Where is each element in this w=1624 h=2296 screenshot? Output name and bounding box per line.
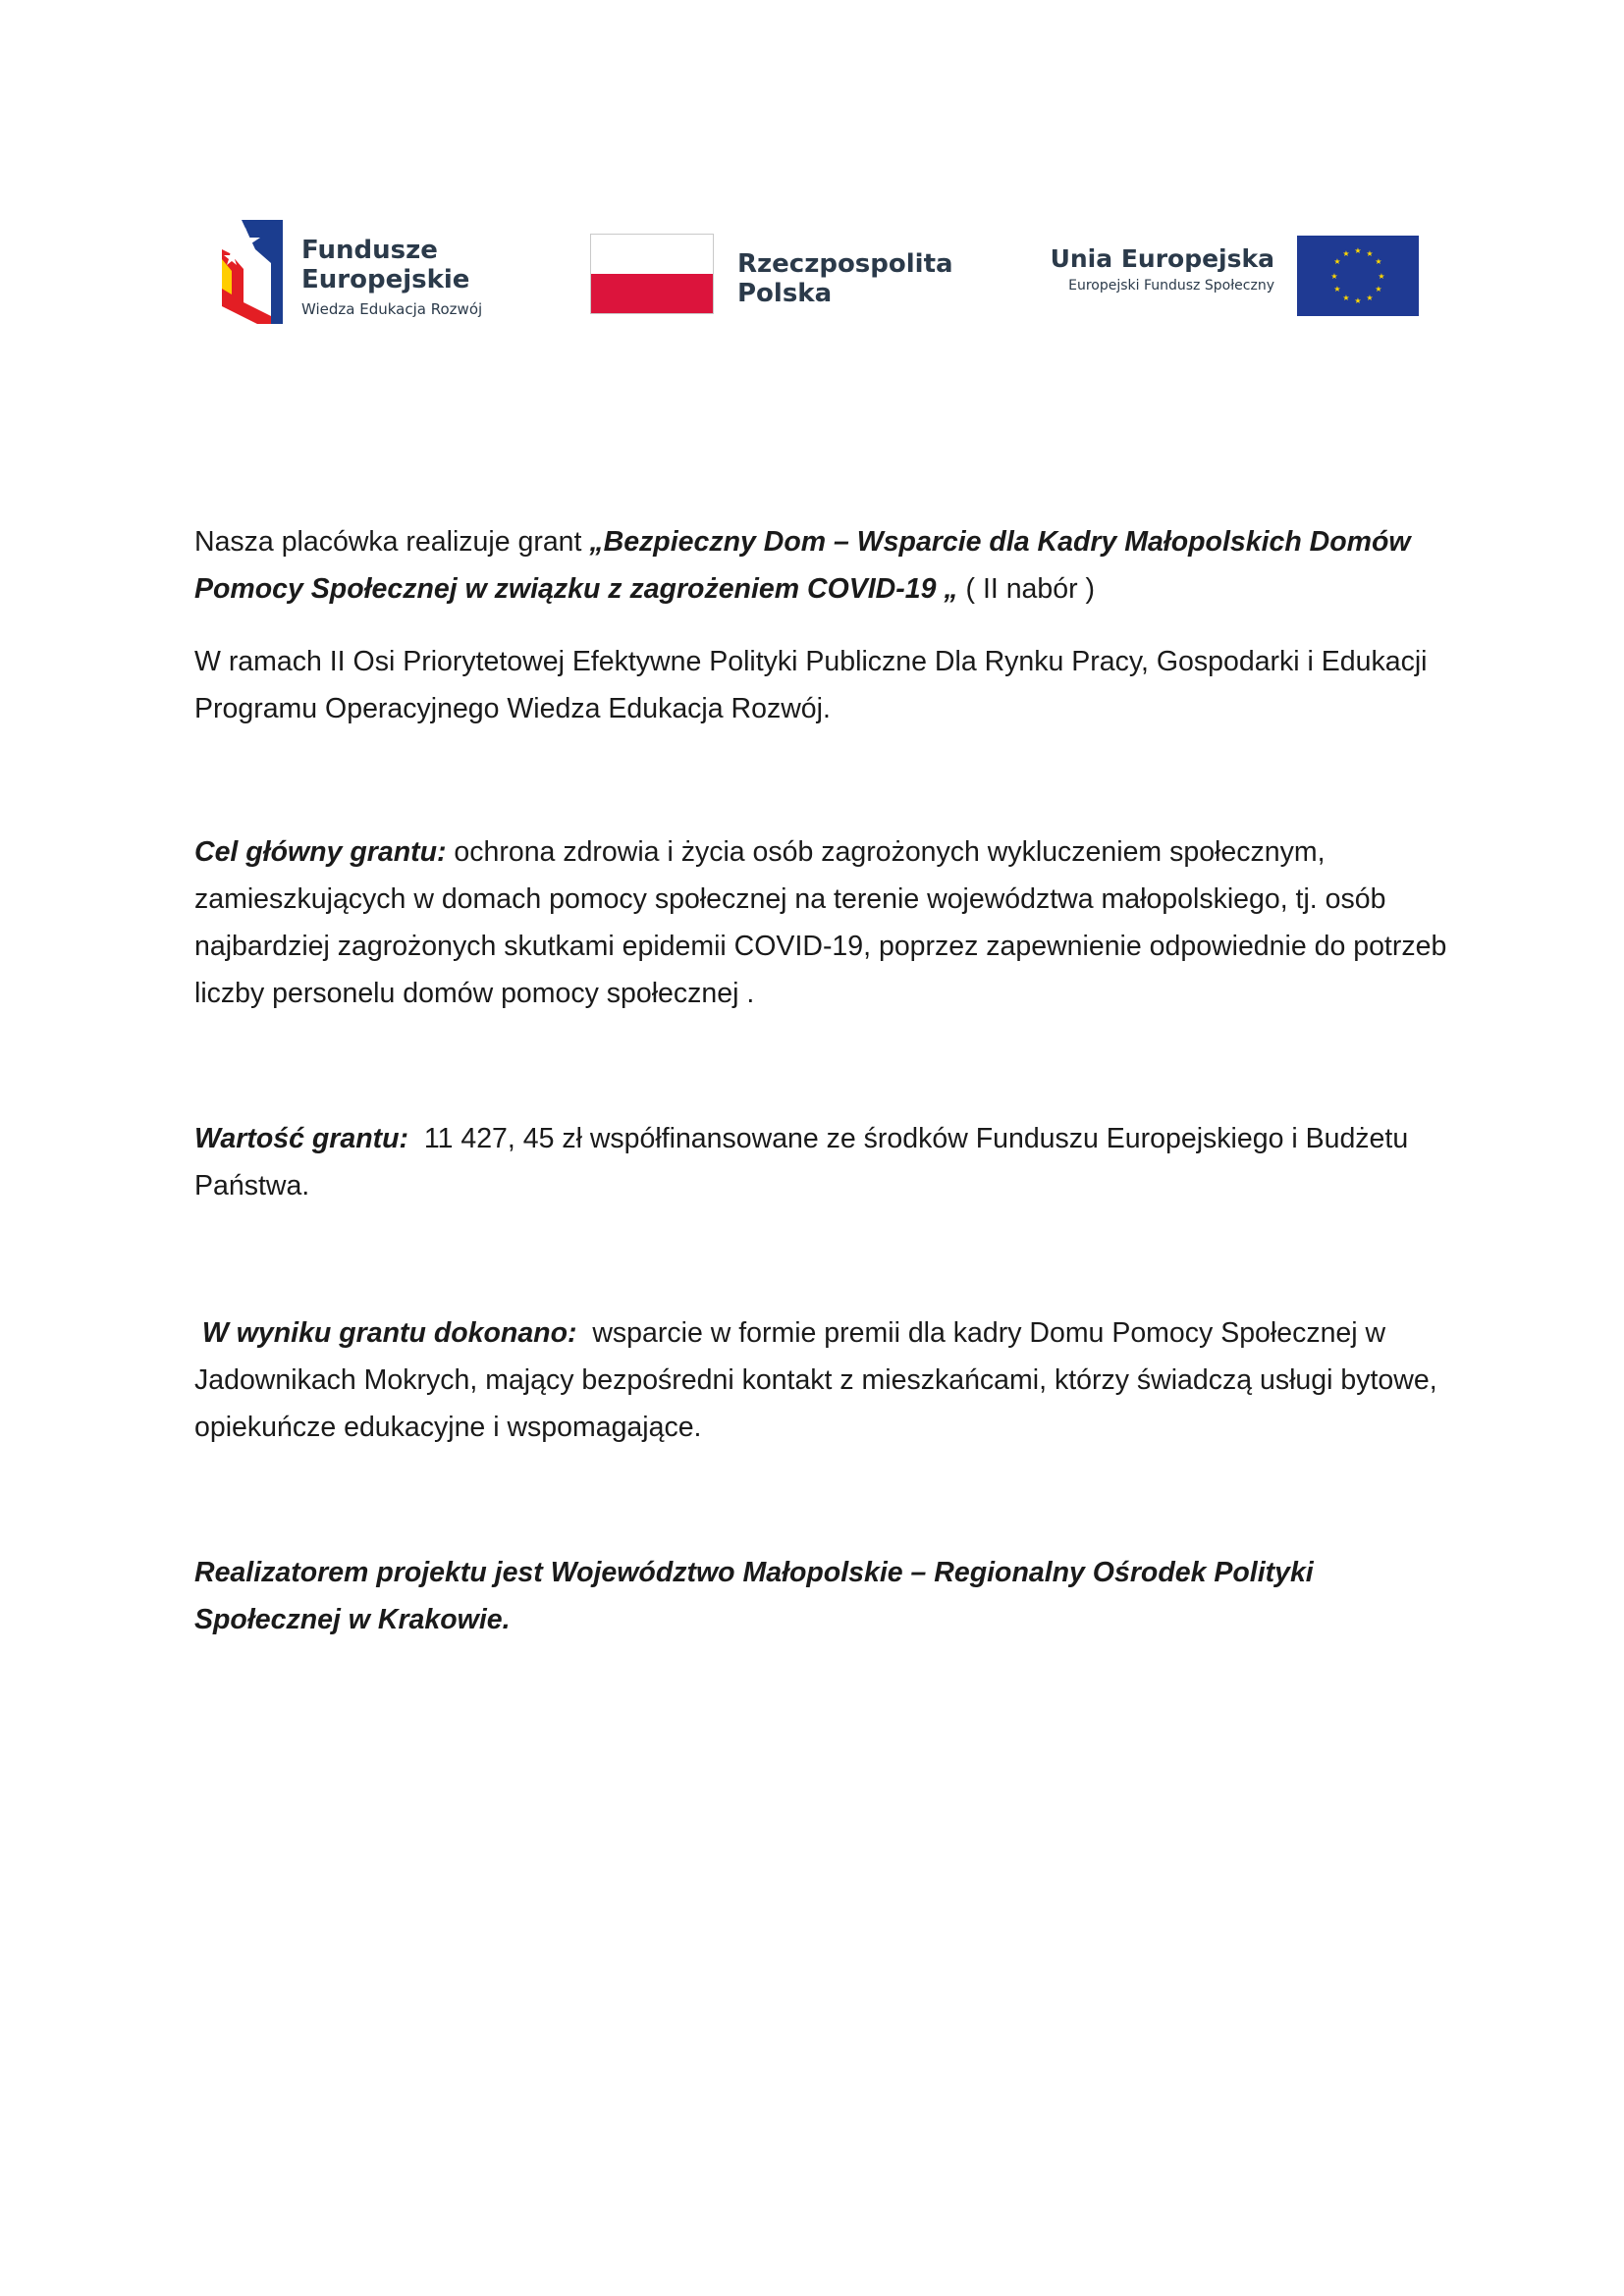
rzeczpospolita-polska-logo bbox=[590, 206, 953, 334]
goal-text: ochrona zdrowia i życia osób zagrożonych wykluczeniem społecznym, zamieszkujących w domach pomocy społecznej na terenie województwa małopolskiego, tj. osób najbardziej zagrożonych skutkami epidemii COVID-19, poprzez zapewnienie odpowiednie do potrzeb liczby personelu domów pomocy społecznej . bbox=[194, 836, 1447, 1009]
svg-text:★: ★ bbox=[1366, 249, 1374, 258]
fundusze-europejskie-emblem-icon bbox=[222, 220, 283, 324]
goal-label: Cel główny grantu: bbox=[194, 836, 447, 868]
eu-flag-icon bbox=[1297, 236, 1419, 316]
result-paragraph bbox=[194, 1309, 1461, 1451]
svg-text:★: ★ bbox=[1375, 257, 1382, 266]
value-text: 11 427, 45 zł współfinansowane ze środków Funduszu Europejskiego i Budżetu Państwa. bbox=[194, 1123, 1417, 1201]
svg-text:★: ★ bbox=[1354, 246, 1362, 255]
intro-suffix: ( II nabór ) bbox=[957, 573, 1096, 605]
polish-flag-icon bbox=[590, 234, 714, 314]
unia-europejska-logo bbox=[1014, 206, 1436, 334]
value-paragraph bbox=[194, 1115, 1461, 1209]
svg-text:★: ★ bbox=[1342, 294, 1350, 302]
fundusze-logo-line2: Europejskie bbox=[301, 265, 470, 294]
svg-text:★: ★ bbox=[1333, 257, 1341, 266]
goal-paragraph bbox=[194, 828, 1461, 1017]
intro-prefix: Nasza placówka realizuje grant bbox=[194, 526, 590, 558]
unia-logo-line2: Europejski Fundusz Społeczny bbox=[1068, 278, 1274, 294]
grant-title: „Bezpieczny Dom – Wsparcie dla Kadry Małopolskich Domów Pomocy Społecznej w związku z zagrożeniem COVID-19 „ bbox=[194, 526, 1411, 605]
fundusze-logo-line3: Wiedza Edukacja Rozwój bbox=[301, 300, 483, 318]
svg-text:★: ★ bbox=[1333, 285, 1341, 294]
rzeczpospolita-logo-line2: Polska bbox=[737, 279, 833, 308]
svg-text:★: ★ bbox=[1375, 285, 1382, 294]
svg-text:★: ★ bbox=[1342, 249, 1350, 258]
program-paragraph: W ramach II Osi Priorytetowej Efektywne Polityki Publiczne Dla Rynku Pracy, Gospodarki i Edukacji Programu Operacyjnego Wiedza Edukacja Rozwój. bbox=[194, 646, 1428, 724]
svg-text:★: ★ bbox=[1330, 272, 1338, 281]
rzeczpospolita-logo-line1: Rzeczpospolita bbox=[737, 249, 953, 279]
fundusze-europejskie-logo bbox=[219, 206, 533, 334]
svg-text:★: ★ bbox=[1378, 272, 1385, 281]
unia-logo-line1: Unia Europejska bbox=[1050, 244, 1274, 273]
fundusze-logo-line1: Fundusze bbox=[301, 236, 438, 265]
svg-text:★: ★ bbox=[1366, 294, 1374, 302]
implementer-paragraph: Realizatorem projektu jest Województwo Małopolskie – Regionalny Ośrodek Polityki Społecznej w Krakowie. bbox=[194, 1557, 1314, 1635]
svg-text:★: ★ bbox=[1354, 296, 1362, 305]
result-label: W wyniku grantu dokonano: bbox=[194, 1317, 577, 1349]
result-text: wsparcie w formie premii dla kadry Domu Pomocy Społecznej w Jadownikach Mokrych, mający bezpośredni kontakt z mieszkańcami, którzy świadczą usługi bytowe, opiekuńcze edukacyjne i wspomagające. bbox=[194, 1317, 1445, 1443]
intro-paragraph bbox=[194, 518, 1461, 613]
logo-strip bbox=[219, 206, 1436, 334]
value-label: Wartość grantu: bbox=[194, 1123, 408, 1154]
